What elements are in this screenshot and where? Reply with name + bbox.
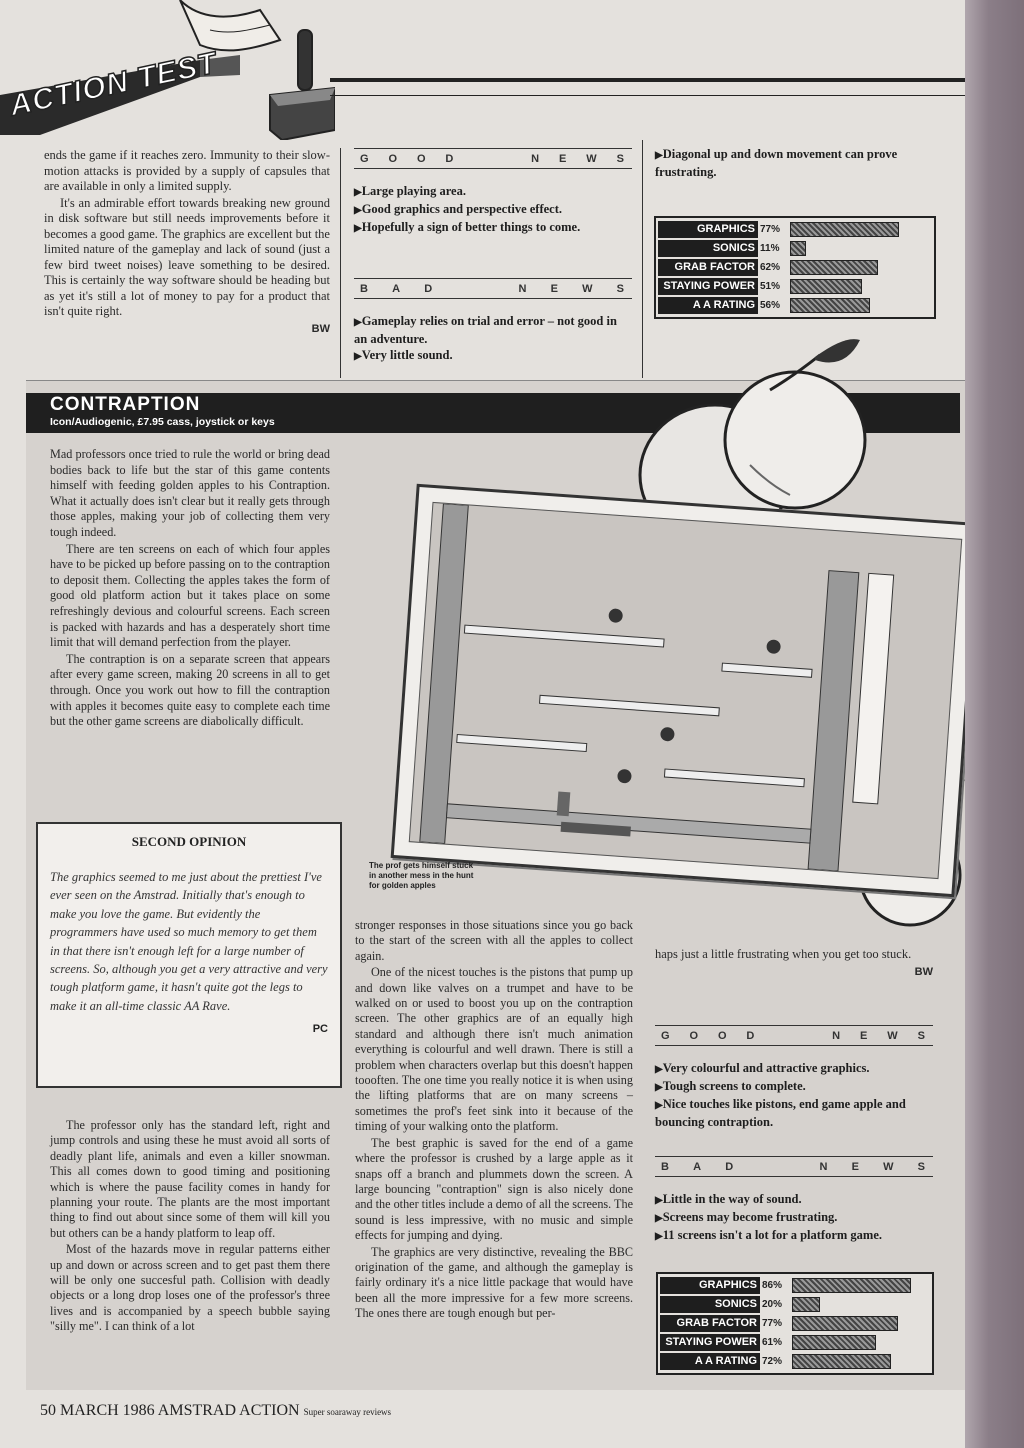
review-column-1-bottom bbox=[50, 1118, 330, 1336]
rating-value: 56% bbox=[760, 300, 781, 311]
letter: A bbox=[693, 1161, 704, 1173]
list-item: ▶ Gameplay relies on trial and error – not good in an adventure. bbox=[354, 313, 632, 347]
rating-label: STAYING POWER bbox=[658, 278, 758, 295]
rating-value: 72% bbox=[762, 1356, 783, 1367]
rating-bar bbox=[790, 241, 806, 256]
rating-label: SONICS bbox=[658, 240, 758, 257]
paragraph: Mad professors once tried to rule the world or bring dead bodies back to life but the star of this game contents himself with feeding golden apples to his Contraption. What it actually does isn't clear but it really gets through those apples, making your job of collecting them very tough indeed. bbox=[50, 447, 330, 539]
letter: O bbox=[388, 153, 400, 165]
rating-value: 77% bbox=[762, 1318, 783, 1329]
prev-ratings-box bbox=[654, 216, 936, 319]
rating-row bbox=[658, 277, 932, 296]
letter: D bbox=[746, 1030, 757, 1042]
issue-line: MARCH 1986 AMSTRAD ACTION bbox=[60, 1402, 300, 1419]
second-opinion-signature: PC bbox=[312, 1023, 328, 1036]
letter: S bbox=[917, 1161, 927, 1173]
rating-bar bbox=[792, 1335, 876, 1350]
column-divider bbox=[340, 148, 341, 378]
rating-row bbox=[660, 1352, 930, 1371]
letter: A bbox=[392, 283, 403, 295]
letter: N bbox=[531, 153, 542, 165]
rating-bar bbox=[790, 279, 862, 294]
letter: S bbox=[616, 153, 626, 165]
list-item: ▶ Large playing area. bbox=[354, 183, 632, 201]
list-item: ▶ Very colourful and attractive graphics. bbox=[655, 1060, 933, 1078]
letter: B bbox=[661, 1161, 671, 1173]
second-opinion-text: The graphics seemed to me just about the prettiest I've ever seen on the Amstrad. Initially that's enough to make you love the game. But evidently the programmers have used so much memory to get them in that there isn't enough left for a large number of screens. So, although you get a very attractive and very tough platform game, it hasn't quite got the legs to make it an all-time classic AA Rave. bbox=[50, 870, 328, 1013]
rating-bar bbox=[792, 1354, 891, 1369]
spacer bbox=[473, 153, 513, 165]
letter: S bbox=[616, 283, 626, 295]
bad-news-heading bbox=[354, 278, 632, 299]
list-item: ▶ Tough screens to complete. bbox=[655, 1078, 933, 1096]
rating-value: 62% bbox=[760, 262, 781, 273]
spacer bbox=[456, 283, 496, 295]
letter: E bbox=[550, 283, 560, 295]
letter: O bbox=[416, 153, 428, 165]
rating-bar bbox=[790, 260, 878, 275]
list-item: ▶ 11 screens isn't a lot for a platform game. bbox=[655, 1227, 933, 1245]
rating-value: 86% bbox=[762, 1280, 783, 1291]
footer-tagline: Super soaraway reviews bbox=[303, 1407, 392, 1417]
paragraph: The graphics are very distinctive, revealing the BBC origination of the game, and although the gameplay is fairly ordinary it's a nice little package that would have been all the more impressive for a few more screens. The ones there are tough enough but per- bbox=[355, 1244, 633, 1321]
paragraph: Most of the hazards move in regular patterns either up and down or across screen and to get past them there will be only one succesful path. Collision with deadly objects or a long drop loses one of the professor's three lives and is accompanied by a speech bubble saying "silly me". I can think of a lot bbox=[50, 1242, 330, 1334]
prev-bad-news-box bbox=[354, 278, 632, 365]
review-column-1-top bbox=[50, 447, 330, 731]
page-number: 50 bbox=[40, 1402, 56, 1419]
rating-row bbox=[660, 1295, 930, 1314]
paragraph: There are ten screens on each of which four apples have to be picked up before passing on to the contraption to deposit them. Collecting the apples takes the form of good old platform action but it takes place on some refreshingly devious and colourful screens. Each screen is packed with hazards and has a desperately short time limit that will demand perfection from the player. bbox=[50, 541, 330, 650]
rating-row bbox=[658, 296, 932, 315]
platform-scene-icon bbox=[410, 503, 961, 878]
rating-row bbox=[660, 1333, 930, 1352]
letter: W bbox=[586, 153, 599, 165]
rating-bar bbox=[792, 1316, 898, 1331]
bad-news-box bbox=[655, 1156, 933, 1245]
letter: W bbox=[582, 283, 595, 295]
rating-label: STAYING POWER bbox=[660, 1334, 760, 1351]
good-news-heading bbox=[354, 148, 632, 169]
review-subtitle: Icon/Audiogenic, £7.95 cass, joystick or keys bbox=[50, 416, 275, 428]
rating-row bbox=[658, 258, 932, 277]
rating-value: 20% bbox=[762, 1299, 783, 1310]
list-item: ▶ Little in the way of sound. bbox=[655, 1191, 933, 1209]
prev-extra-bad-news bbox=[655, 146, 930, 180]
letter: N bbox=[819, 1161, 830, 1173]
spacer bbox=[774, 1030, 814, 1042]
page-spine bbox=[965, 0, 1024, 1448]
review-title: CONTRAPTION bbox=[50, 394, 201, 415]
paragraph: ends the game if it reaches zero. Immunity to their slow-motion attacks is provided by a supply of capsules that are available in only a limited supply. bbox=[44, 148, 330, 193]
letter: N bbox=[518, 283, 529, 295]
bad-news-heading bbox=[655, 1156, 933, 1177]
paragraph: It's an admirable effort towards breaking new ground in disk software but still needs improvements before it becomes a good game. The graphics are excellent but the limited nature of the gameplay and lack of sound (just a few bird tweet noises) leave something to be desired. This is certainly the way software should be heading but as yet it's still a lot of money to pay for a product that isn't quite right. bbox=[44, 195, 330, 318]
rating-row bbox=[660, 1276, 930, 1295]
header-rule-thin bbox=[330, 95, 965, 96]
good-news-list bbox=[655, 1060, 933, 1130]
bad-news-list bbox=[354, 313, 632, 365]
letter: N bbox=[832, 1030, 843, 1042]
rating-label: A A RATING bbox=[658, 297, 758, 314]
rating-label: GRAB FACTOR bbox=[660, 1315, 760, 1332]
rating-label: GRAB FACTOR bbox=[658, 259, 758, 276]
paragraph: The best graphic is saved for the end of a game where the professor is crushed by a large apple as it snaps off a branch and plummets down the screen. A large bouncing "contraption" sign is also nicely done and the other titles include a demo of all the screens. The sound is less impressive, with no music and simple effects for jumping and dying. bbox=[355, 1135, 633, 1243]
second-opinion-box bbox=[36, 822, 342, 1088]
rating-bar bbox=[792, 1297, 820, 1312]
list-item: ▶ Hopefully a sign of better things to come. bbox=[354, 219, 632, 237]
good-news-heading bbox=[655, 1025, 933, 1046]
letter: D bbox=[445, 153, 456, 165]
header-rule bbox=[330, 78, 965, 82]
screenshot-caption: The prof gets himself stuck in another mess in the hunt for golden apples bbox=[369, 861, 474, 890]
rating-value: 11% bbox=[760, 243, 780, 254]
good-news-box bbox=[655, 1025, 933, 1130]
reviewer-signature: BW bbox=[311, 322, 330, 335]
rating-value: 77% bbox=[760, 224, 781, 235]
rating-label: SONICS bbox=[660, 1296, 760, 1313]
prev-review-column-1 bbox=[44, 148, 330, 337]
page-footer bbox=[40, 1402, 391, 1420]
list-item: ▶ Nice touches like pistons, end game apple and bouncing contraption. bbox=[655, 1096, 933, 1130]
game-screenshot bbox=[391, 484, 965, 897]
paragraph: The contraption is on a separate screen that appears after every game screen, making 20 screens in all to get through. Once you work out how to fill the contraption with apples it becomes quite easy to complete each time but the other game screens are diabolically difficult. bbox=[50, 651, 330, 729]
prev-good-news-box bbox=[354, 148, 632, 237]
letter: S bbox=[917, 1030, 927, 1042]
reviewer-signature: BW bbox=[914, 965, 933, 978]
list-item: ▶ Diagonal up and down movement can prove frustrating. bbox=[655, 146, 930, 180]
letter: E bbox=[851, 1161, 861, 1173]
letter: G bbox=[360, 153, 371, 165]
letter: E bbox=[860, 1030, 870, 1042]
game-screen bbox=[409, 502, 962, 879]
rating-row bbox=[658, 239, 932, 258]
rating-label: GRAPHICS bbox=[660, 1277, 760, 1294]
rating-value: 51% bbox=[760, 281, 781, 292]
bad-news-list bbox=[655, 1191, 933, 1245]
section-badge: ACTION TEST bbox=[6, 46, 221, 123]
paragraph: stronger responses in those situations since you go back to the start of the screen with all the apples to collect again. bbox=[355, 918, 633, 963]
letter: B bbox=[360, 283, 370, 295]
letter: O bbox=[717, 1030, 729, 1042]
rating-row bbox=[660, 1314, 930, 1333]
paragraph: haps just a little frustrating when you get too stuck. bbox=[655, 947, 912, 961]
list-item: ▶ Good graphics and perspective effect. bbox=[354, 201, 632, 219]
second-opinion-title: SECOND OPINION bbox=[131, 834, 247, 849]
spacer bbox=[757, 1161, 797, 1173]
rating-label: GRAPHICS bbox=[658, 221, 758, 238]
paragraph: One of the nicest touches is the pistons that pump up and down like valves on a trumpet and have to be walked on or used to boost you up on the contraption screen. The other graphics are of an equally high standard and although there isn't much animation everything is colourful and well drawn. There is still a problem when characters overlap but this doesn't happen toooften. The one time you really notice it is when using the lifting platforms that are on many screens – sometimes the prof's feet sink into it because of the timing of your walking onto the platform. bbox=[355, 965, 633, 1134]
letter: G bbox=[661, 1030, 672, 1042]
joystick-icon bbox=[170, 0, 335, 140]
letter: O bbox=[689, 1030, 701, 1042]
list-item: ▶ Screens may become frustrating. bbox=[655, 1209, 933, 1227]
good-news-list bbox=[354, 183, 632, 237]
rating-value: 61% bbox=[762, 1337, 783, 1348]
rating-bar bbox=[792, 1278, 911, 1293]
rating-bar bbox=[790, 222, 899, 237]
review-column-2 bbox=[355, 918, 633, 1323]
letter: W bbox=[887, 1030, 900, 1042]
letter: D bbox=[424, 283, 435, 295]
letter: D bbox=[725, 1161, 736, 1173]
letter: W bbox=[883, 1161, 896, 1173]
ratings-box bbox=[656, 1272, 934, 1375]
review-column-3 bbox=[655, 947, 933, 980]
paragraph: The professor only has the standard left, right and jump controls and using these he must avoid all sorts of deadly plant life, animals and even a killer snowman. This all comes down to good timing and positioning which is where the pause facility comes in handy for planning your route. The plants are the most important thing to find out about since some of them will kill you but others can be a handy platform to leap off. bbox=[50, 1118, 330, 1240]
rating-row bbox=[658, 220, 932, 239]
rating-bar bbox=[790, 298, 870, 313]
rating-label: A A RATING bbox=[660, 1353, 760, 1370]
list-item: ▶ Very little sound. bbox=[354, 347, 632, 365]
letter: E bbox=[559, 153, 569, 165]
